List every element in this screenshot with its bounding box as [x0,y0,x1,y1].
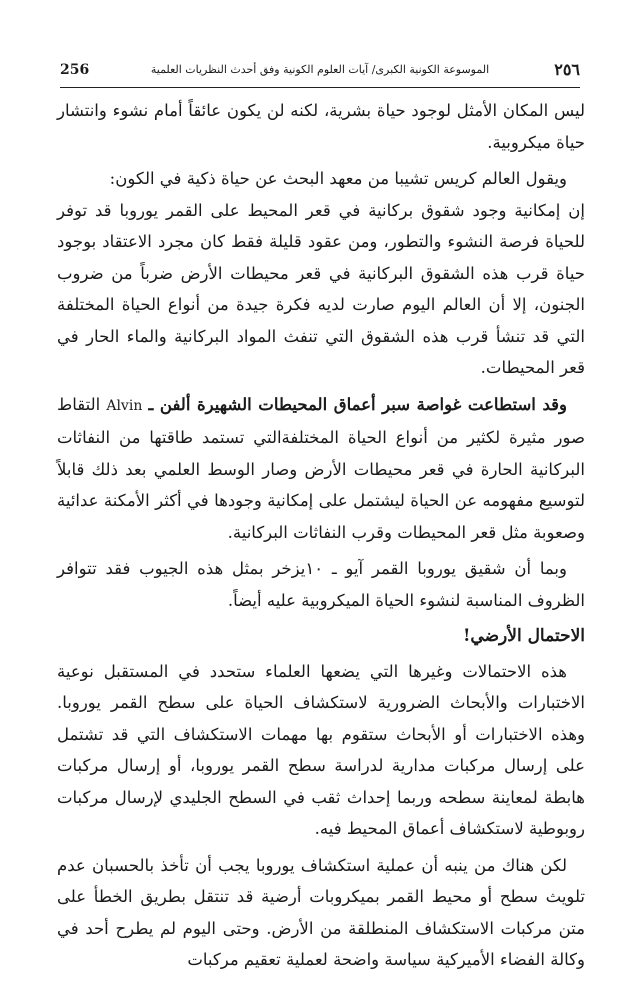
paragraph-3-lead: وقد استطاعت غواصة سبر أعماق المحيطات الشهيرة ألفن ـ [148,394,567,414]
paragraph-2-body: إن إمكانية وجود شقوق بركانية في قعر المحيط على القمر يوروبا قد توفر للحياة فرصة النشوء والتطور، ومن عقود قليلة فقط كان مجرد الاعتقاد بوجود حياة قرب هذه الشقوق البركانية في قعر محيطات الأرض ضرباً من ضروب الجنون، إلا أن العالم اليوم صارت لديه فكرة جيدة من أنواع الحياة المختلفة التي قد تنشأ قرب هذه الشقوق التي تنفث المواد البركانية والماء الحار في قعر المحيطات. [57,200,585,377]
page-number-arabic: ٢٥٦ [554,60,580,79]
section-heading: الاحتمال الأرضي! [462,626,585,646]
paragraph-6: لكن هناك من ينبه أن عملية استكشاف يوروبا يجب أن تأخذ بالحسبان عدم تلويث سطح أو محيط القمر بميكروبات أرضية قد تنتقل بطريق الخطأ على متن مركبات الاستكشاف المنطلقة من الأرض. وحتى اليوم لم يطرح أحد في وكالة الفضاء الأميركية سياسة واضحة لعملية تعقيم مركبات [57,855,585,969]
paragraph-2 [57,163,585,384]
page-header [60,60,580,86]
paragraph-5: هذه الاحتمالات وغيرها التي يضعها العلماء ستحدد في المستقبل نوعية الاختبارات والأبحاث الضرورية لاستكشاف الحياة على سطح القمر يوروبا. وهذه الاختبارات أو الأبحاث ستقوم بها مهمات الاستكشاف التي قد تشتمل على إرسال مركبات مدارية لدراسة سطح القمر يوروبا، أو إرسال مركبات هابطة لمعاينة سطحه وربما إحداث ثقب في السطح الجليدي لإرسال مركبات روبوطية لاستكشاف أعماق المحيط فيه. [57,661,585,838]
paragraph-2-intro: ويقول العالم كريس تشيبا من معهد البحث عن حياة ذكية في الكون: [109,169,567,188]
header-divider [60,87,580,88]
paragraph-3 [57,389,585,549]
page-body [57,95,585,981]
paragraph-4: وبما أن شقيق يوروبا القمر آيو ـ ١٠يزخر بمثل هذه الجيوب فقد تتوافر الظروف المناسبة لنشوء الحياة الميكروبية عليه أيضاً. [57,559,585,610]
alvin-latin-term: Alvin [106,397,143,414]
paragraph-3-text: التقاط صور مثيرة لكثير من أنواع الحياة المختلفةالتي تستمد طاقتها من النفاثات البركانية الحارة في قعر محيطات الأرض وصار الوسط العلمي بعد ذلك قابلاً لتوسيع مفهومه عن الحياة ليشتمل على إمكانية وجودها في أكثر الأمكنة عدائية وصعوبة مثل قعر المحيطات وقرب النفاثات البركانية. [57,394,585,542]
paragraph-1: ليس المكان الأمثل لوجود حياة بشرية، لكنه لن يكون عائقاً أمام نشوء وانتشار حياة ميكروبية. [57,101,585,152]
page-number-latin: 256 [60,62,90,78]
running-title: الموسوعة الكونية الكبرى/ آيات العلوم الكونية وفق أحدث النظريات العلمية [150,63,490,76]
